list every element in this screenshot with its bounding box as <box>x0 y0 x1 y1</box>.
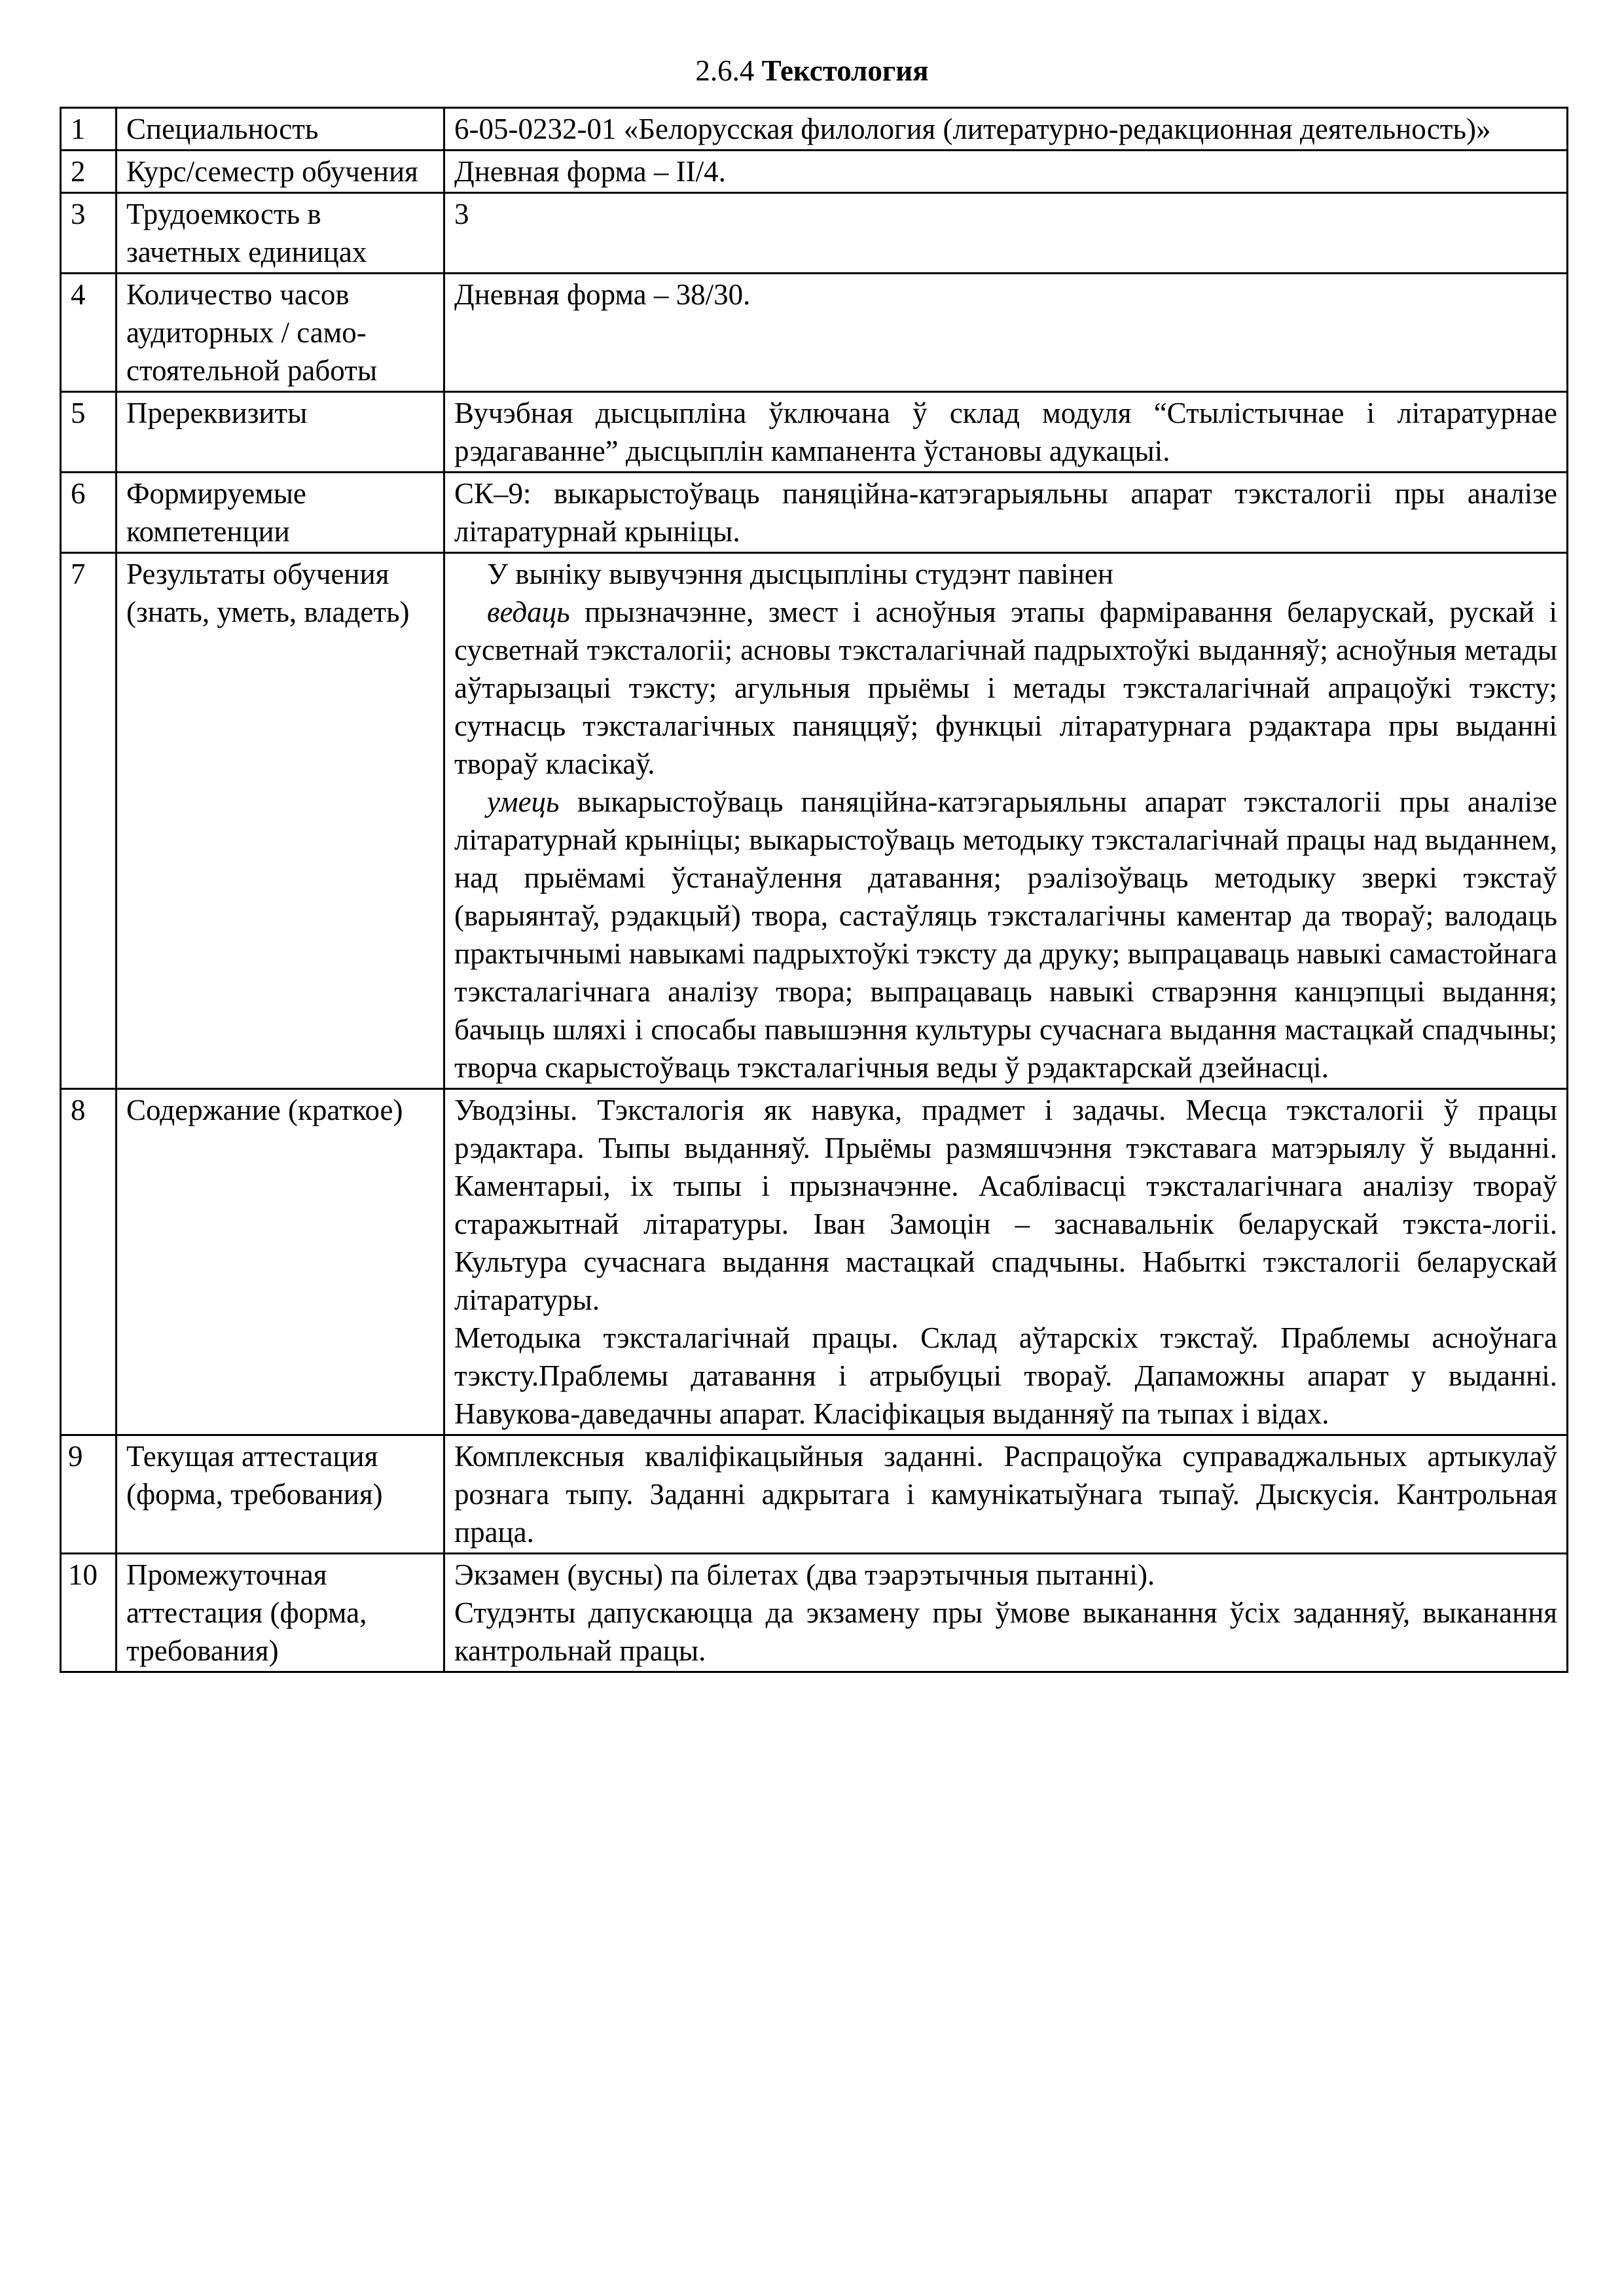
row-value <box>444 1554 1568 1672</box>
row-value <box>444 553 1568 1089</box>
section-number: 2.6.4 <box>695 54 755 87</box>
row-label: Курс/семестр обучения <box>117 151 444 193</box>
row-value: Дневная форма – II/4. <box>444 151 1568 193</box>
table-row <box>61 553 1568 1089</box>
row-value: Комплексныя кваліфікацыйныя заданні. Распрацоўка суправаджальных артыкулаў рознага тыпу. Заданні адкрытага і камунікатыўнага тыпаў. Дыскусія. Кантрольная праца. <box>444 1435 1568 1554</box>
results-know <box>454 593 1557 783</box>
row-number: 6 <box>61 473 117 553</box>
row-number: 2 <box>61 151 117 193</box>
row-value: 3 <box>444 193 1568 274</box>
exam-paragraph: Экзамен (вусны) па білетах (два тэарэтычныя пытанні). <box>454 1558 1155 1591</box>
table-row <box>61 392 1568 473</box>
table-row <box>61 108 1568 151</box>
table-row <box>61 473 1568 553</box>
know-text: прызначэнне, змест і асноўныя этапы фарміравання беларускай, рускай і сусветнай тэксталогіі; асновы тэксталагічнай падрыхтоўкі выданняў; асноўныя метады аўтарызацыі тэксту; агульныя прыёмы і метады тэксталагічнай апрацоўкі тэксту; сутнасць тэксталагічных паняццяў; функцыі літаратурнага рэдактара пры выданні твораў класікаў. <box>454 596 1557 780</box>
row-label: Текущая аттестация (форма, требования) <box>117 1435 444 1554</box>
row-number: 5 <box>61 392 117 473</box>
row-number: 9 <box>61 1435 117 1554</box>
results-can <box>454 783 1557 1086</box>
discipline-table <box>60 107 1568 1673</box>
row-number: 1 <box>61 108 117 151</box>
row-value <box>444 1089 1568 1435</box>
row-label: Трудоемкость в зачетных единицах <box>117 193 444 274</box>
table-row <box>61 274 1568 392</box>
can-text: выкарыстоўваць паняційна-катэгарыяльны апарат тэксталогіі пры аналізе літаратурнай крыніцы; выкарыстоўваць методыку тэксталагічнай працы над выданнем, над прыёмамі ўстанаўлення датавання; рэалізоўваць методыку зверкі тэкстаў (варыянтаў, рэдакцый) твора, састаўляць тэксталагічны каментар да твораў; валодаць практычнымі навыкамі падрыхтоўкі тэксту да друку; выпрацаваць навыкі самастойнага тэксталагічнага аналізу твора; выпрацаваць навыкі стварэння канцэпцыі выдання; бачыць шляхі і спосабы павышэння культуры сучаснага выдання мастацкай спадчыны; творча скарыстоўваць тэксталагічныя веды ў рэдактарскай дзейнасці. <box>454 785 1557 1084</box>
row-number: 10 <box>61 1554 117 1672</box>
table-row <box>61 151 1568 193</box>
table-row <box>61 1435 1568 1554</box>
content-paragraph: Уводзіны. Тэксталогія як навука, прадмет і задачы. Месца тэксталогіі ў працы рэдактара. Тыпы выданняў. Прыёмы размяшчэння тэкставага матэрыялу ў выданні. Каментарыі, іх тыпы і прызначэнне. Асаблівасці тэксталагічнага аналізу твораў старажытнай літаратуры. Іван Замоцін – заснавальнік беларускай тэкста-логіі. Культура сучаснага выдання мастацкай спадчыны. Набыткі тэксталогіі беларускай літаратуры. <box>454 1094 1557 1316</box>
row-label: Результаты обучения (знать, уметь, владеть) <box>117 553 444 1089</box>
results-intro: У выніку вывучэння дысцыпліны студэнт павінен <box>487 558 1113 590</box>
content-paragraph: Методыка тэксталагічнай працы. Склад аўтарскіх тэкстаў. Праблемы асноўнага тэксту.Праблемы датавання і атрыбуцыі твораў. Дапаможны апарат у выданні. Навукова-даведачны апарат. Класіфікацыя выданняў па тыпах і відах. <box>454 1321 1557 1430</box>
row-label: Специальность <box>117 108 444 151</box>
row-value: СК–9: выкарыстоўваць паняційна-катэгарыяльны апарат тэксталогіі пры аналізе літаратурнай крыніцы. <box>444 473 1568 553</box>
know-label: ведаць <box>487 596 570 628</box>
row-value: Вучэбная дысцыпліна ўключана ў склад модуля “Стылістычнае і літаратурнае рэдагаванне” дысцыплін кампанента ўстановы адукацыі. <box>444 392 1568 473</box>
section-heading <box>0 51 1624 90</box>
exam-paragraph: Студэнты дапускаюцца да экзамену пры ўмове выканання ўсіх заданняў, выканання кантрольнай працы. <box>454 1596 1557 1667</box>
row-label: Формируемые компетенции <box>117 473 444 553</box>
table-row <box>61 1554 1568 1672</box>
row-number: 4 <box>61 274 117 392</box>
row-value: Дневная форма – 38/30. <box>444 274 1568 392</box>
table-row <box>61 193 1568 274</box>
row-number: 8 <box>61 1089 117 1435</box>
row-number: 7 <box>61 553 117 1089</box>
row-label: Содержание (краткое) <box>117 1089 444 1435</box>
table-row <box>61 1089 1568 1435</box>
row-number: 3 <box>61 193 117 274</box>
can-label: умець <box>487 785 560 818</box>
row-value: 6-05-0232-01 «Белорусская филология (литературно-редакционная деятельность)» <box>444 108 1568 151</box>
row-label: Количество часов аудиторных / само-стоятельной работы <box>117 274 444 392</box>
row-label: Промежуточная аттестация (форма, требования) <box>117 1554 444 1672</box>
section-title: Текстология <box>761 54 929 87</box>
row-label: Пререквизиты <box>117 392 444 473</box>
